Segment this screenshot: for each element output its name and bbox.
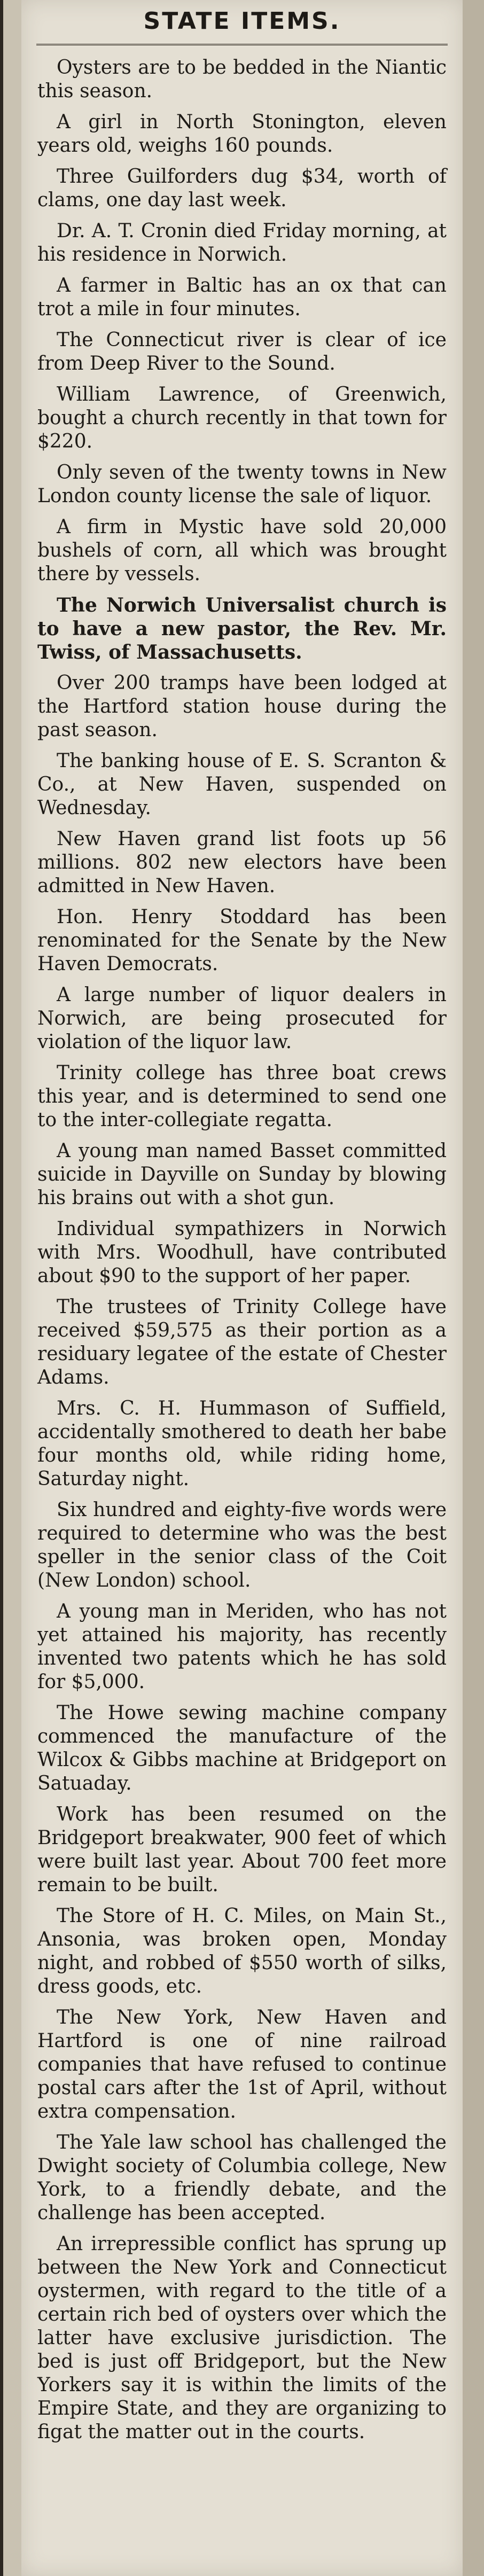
news-item: A firm in Mystic have sold 20,000 bushels of corn, all which was brought there by vessels. [37,516,447,585]
news-item: Individual sympathizers in Norwich with Mrs. Woodhull, have contributed about $90 to the support of her paper. [37,1218,447,1287]
news-item: The Store of H. C. Miles, on Main St., Ansonia, was broken open, Monday night, and robbed of $550 worth of silks, dress goods, etc. [37,1905,447,1997]
news-item: A girl in North Stonington, eleven years old, weighs 160 pounds. [37,111,447,157]
news-item: Over 200 tramps have been lodged at the Hartford station house during the past season. [37,672,447,741]
section-header: STATE ITEMS. [36,0,448,45]
news-item: William Lawrence, of Greenwich, bought a church recently in that town for $220. [37,384,447,452]
news-item: A young man in Meriden, who has not yet attained his majority, has recently invented two patents which he has sold for $5,000. [37,1601,447,1693]
news-item: The Howe sewing machine company commenced the manufacture of the Wilcox & Gibbs machine at Bridgeport on Satuaday. [37,1702,447,1794]
news-item: A young man named Basset committed suicide in Dayville on Sunday by blowing his brains out with a shot gun. [37,1140,447,1209]
news-item: Hon. Henry Stoddard has been renominated for the Senate by the New Haven Democrats. [37,906,447,975]
news-item: Only seven of the twenty towns in New London county license the sale of liquor. [37,462,447,507]
news-item: The New York, New Haven and Hartford is one of nine railroad companies that have refused to continue postal cars after the 1st of April, without extra compensation. [37,2007,447,2122]
news-item: New Haven grand list foots up 56 millions. 802 new electors have been admitted in New Haven. [37,828,447,897]
news-item: The banking house of E. S. Scranton & Co., at New Haven, suspended on Wednesday. [37,750,447,819]
news-item: A large number of liquor dealers in Norwich, are being prosecuted for violation of the liquor law. [37,984,447,1053]
news-item: Work has been resumed on the Bridgeport breakwater, 900 feet of which were built last year. About 700 feet more remain to be built. [37,1804,447,1896]
news-item: An irrepressible conflict has sprung up between the New York and Connecticut oystermen, with regard to the title of a certain rich bed of oysters over which the latter have exclusive jurisdiction. The bed is just off Bridgeport, but the New Yorkers say it is within the limits of the Empire State, and they are organizing to figat the matter out in the courts. [37,2233,447,2443]
news-items-list [21,45,463,2444]
news-item: Trinity college has three boat crews this year, and is determined to send one to the inter-collegiate regatta. [37,1062,447,1131]
news-item: A farmer in Baltic has an ox that can trot a mile in four minutes. [37,275,447,320]
news-item: Three Guilforders dug $34, worth of clams, one day last week. [37,166,447,211]
news-item: The Norwich Universalist church is to have a new pastor, the Rev. Mr. Twiss, of Massachusetts. [37,594,447,663]
news-item: The Connecticut river is clear of ice from Deep River to the Sound. [37,329,447,374]
news-item: Six hundred and eighty-five words were required to determine who was the best speller in the senior class of the Coit (New London) school. [37,1499,447,1591]
newspaper-column [21,0,463,2576]
adjacent-column-edge [463,0,484,2576]
news-item: Oysters are to be bedded in the Niantic this season. [37,57,447,102]
news-item: The Yale law school has challenged the Dwight society of Columbia college, New York, to a friendly debate, and the challenge has been accepted. [37,2132,447,2224]
column-rule-left [0,0,3,2576]
news-item: Mrs. C. H. Hummason of Suffield, accidentally smothered to death her babe four months old, while riding home, Saturday night. [37,1398,447,1490]
news-item: The trustees of Trinity College have received $59,575 as their portion as a residuary legatee of the estate of Chester Adams. [37,1296,447,1388]
news-item: Dr. A. T. Cronin died Friday morning, at his residence in Norwich. [37,220,447,266]
